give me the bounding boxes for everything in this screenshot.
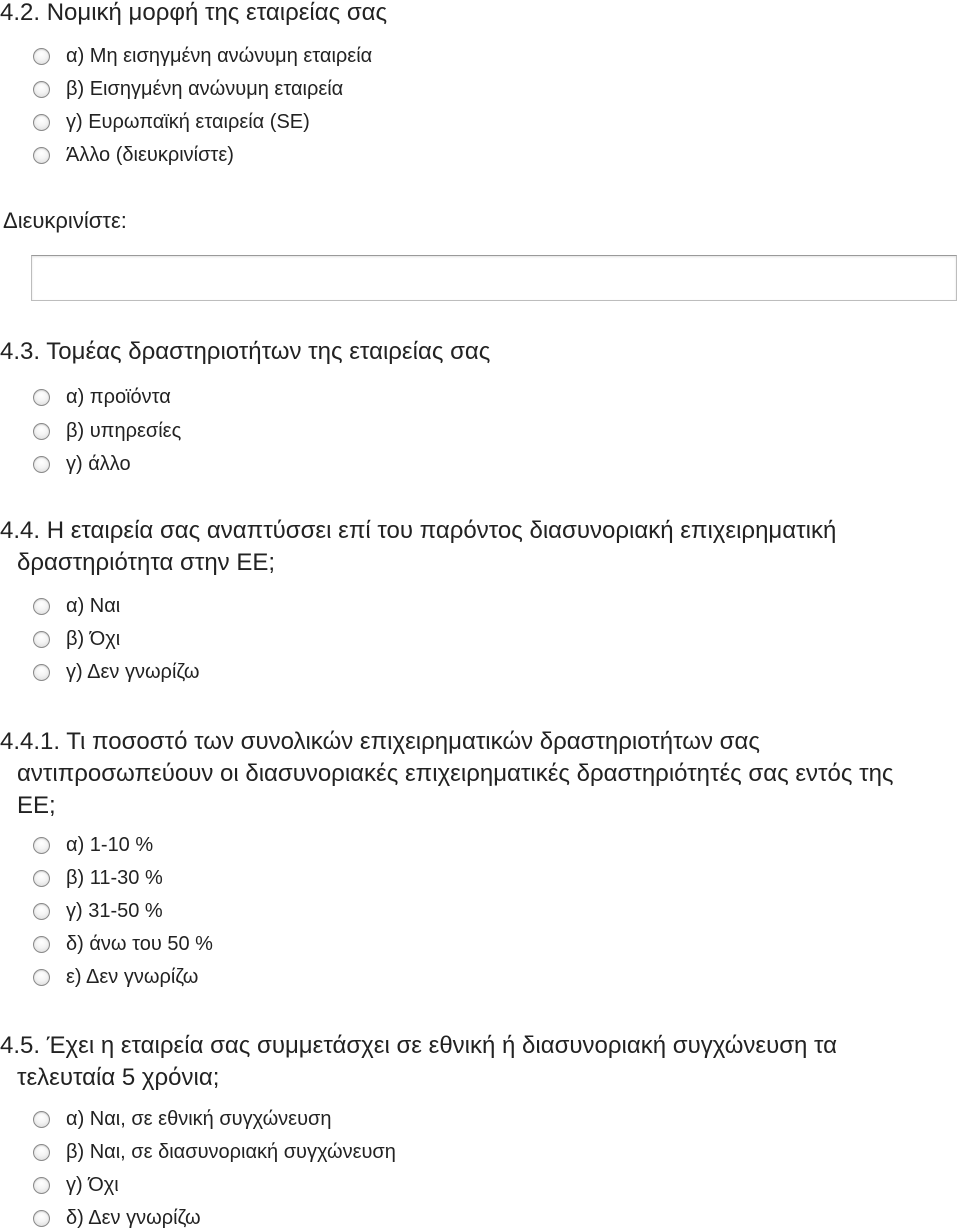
question-title-line: 4.3. Τομέας δραστηριοτήτων της εταιρείας σας [0,338,491,365]
question-title-line: 4.4. Η εταιρεία σας αναπτύσσει επί του παρόντος διασυνοριακή επιχειρηματική [0,517,837,544]
option-label: α) Μη εισηγμένη ανώνυμη εταιρεία [66,44,373,67]
radio-button[interactable] [33,81,50,98]
option-label: α) Ναι, σε εθνική συγχώνευση [66,1107,332,1130]
option-label: β) υπηρεσίες [66,419,182,442]
option-label: γ) άλλο [66,452,131,475]
question-title-line: δραστηριότητα στην ΕΕ; [17,549,276,576]
option-4-5-d[interactable] [33,1206,201,1230]
option-label: β) 11-30 % [66,866,163,889]
option-4-3-b[interactable] [33,419,181,443]
option-4-5-b[interactable] [33,1140,396,1164]
radio-button[interactable] [33,456,50,473]
option-4-2-b[interactable] [33,77,343,101]
radio-button[interactable] [33,1177,50,1194]
question-4-3-title [0,336,490,368]
radio-button[interactable] [33,837,50,854]
question-title-line: ΕΕ; [17,792,56,819]
option-4-4-1-d[interactable] [33,932,213,956]
option-label: δ) άνω του 50 % [66,932,213,955]
radio-button[interactable] [33,598,50,615]
radio-button[interactable] [33,1144,50,1161]
radio-button[interactable] [33,147,50,164]
option-4-4-1-e[interactable] [33,965,198,989]
radio-button[interactable] [33,969,50,986]
option-label: β) Όχι [66,627,121,650]
radio-button[interactable] [33,631,50,648]
radio-button[interactable] [33,664,50,681]
option-4-4-b[interactable] [33,627,120,651]
question-4-2-title [0,0,387,29]
option-label: ε) Δεν γνωρίζω [66,965,199,988]
radio-button[interactable] [33,870,50,887]
radio-button[interactable] [33,1210,50,1227]
question-4-4-1-title [0,726,893,822]
option-label: δ) Δεν γνωρίζω [66,1206,201,1229]
specify-label: Διευκρινίστε: [3,208,127,233]
option-4-4-1-b[interactable] [33,866,163,890]
radio-button[interactable] [33,48,50,65]
specify-input[interactable] [31,255,957,301]
radio-button[interactable] [33,423,50,440]
option-label: α) Ναι [66,594,121,617]
option-4-2-c[interactable] [33,110,310,134]
option-label: α) 1-10 % [66,833,154,856]
radio-button[interactable] [33,903,50,920]
question-4-5-title [0,1030,837,1094]
option-4-2-other[interactable] [33,143,234,167]
option-label: γ) 31-50 % [66,899,163,922]
radio-button[interactable] [33,936,50,953]
option-4-4-1-c[interactable] [33,899,163,923]
option-label: β) Ναι, σε διασυνοριακή συγχώνευση [66,1140,396,1163]
option-4-2-a[interactable] [33,44,372,68]
option-label: α) προϊόντα [66,385,171,408]
option-4-4-c[interactable] [33,660,199,684]
option-4-4-a[interactable] [33,594,120,618]
question-title-line: 4.2. Νομική μορφή της εταιρείας σας [0,0,388,26]
option-4-3-a[interactable] [33,385,171,409]
question-title-line: αντιπροσωπεύουν οι διασυνοριακές επιχειρηματικές δραστηριότητές σας εντός της [17,760,894,787]
option-label: γ) Όχι [66,1173,119,1196]
question-title-line: τελευταία 5 χρόνια; [17,1064,220,1091]
question-4-4-title [0,515,836,579]
option-4-4-1-a[interactable] [33,833,153,857]
radio-button[interactable] [33,1111,50,1128]
option-4-3-c[interactable] [33,452,131,476]
option-label: β) Εισηγμένη ανώνυμη εταιρεία [66,77,344,100]
option-4-5-a[interactable] [33,1107,332,1131]
option-4-5-c[interactable] [33,1173,119,1197]
option-label: γ) Ευρωπαϊκή εταιρεία (SE) [66,110,310,133]
radio-button[interactable] [33,389,50,406]
option-label: γ) Δεν γνωρίζω [66,660,200,683]
question-title-line: 4.5. Έχει η εταιρεία σας συμμετάσχει σε εθνική ή διασυνοριακή συγχώνευση τα [0,1032,838,1059]
radio-button[interactable] [33,114,50,131]
question-title-line: 4.4.1. Τι ποσοστό των συνολικών επιχειρηματικών δραστηριοτήτων σας [0,728,760,755]
option-label: Άλλο (διευκρινίστε) [66,143,234,166]
